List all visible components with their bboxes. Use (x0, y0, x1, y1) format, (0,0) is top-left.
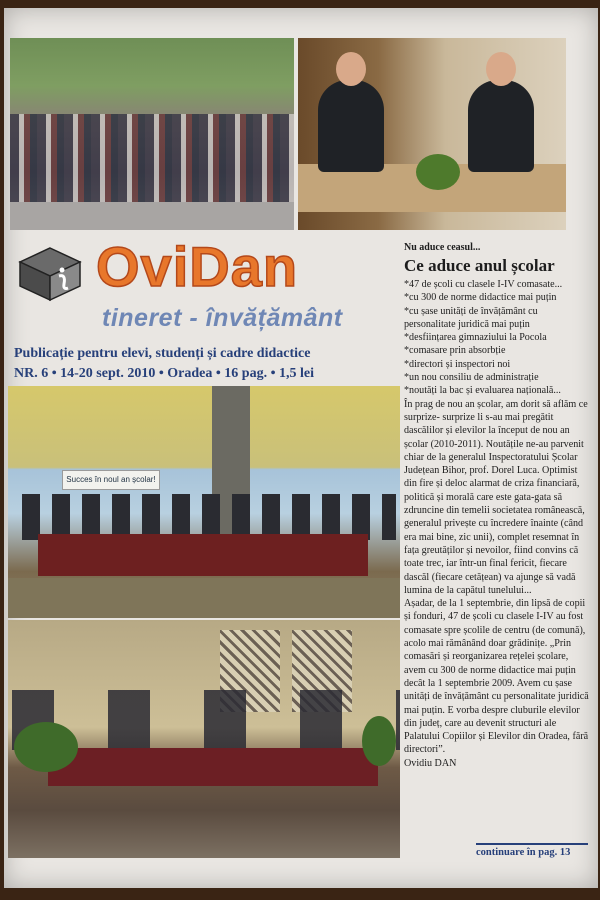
article-column (404, 242, 590, 770)
bullet-item: *noutăți la bac și evaluarea națională... (404, 385, 561, 397)
crowd-figures (10, 114, 294, 204)
bullet-item: *cu șase unități de învățământ cu personalitate juridică mai puțin (404, 305, 538, 330)
photo-ceremony-table (8, 620, 400, 858)
official-right-head (486, 52, 516, 86)
desk-plant (416, 154, 460, 190)
bullet-item: *desființarea gimnaziului la Pocola (404, 332, 547, 344)
masthead-subtitle: tineret - învățământ (102, 304, 343, 332)
article-paragraph-2: Așadar, de la 1 septembrie, din lipsă de copii și fonduri, 47 de școli cu clasele I-IV au fost comasate spre școlile de centru (de comună), acolo mai rămânând doar grădinițe. „Prin comasări și reorganizarea rețelei școlare, avem cu 300 de norme didactice mai puțin decât la 1 septembrie 2009. Avem cu șase unități de învățământ cu personalitate juridică mai puțin. E vorba despre cluburile elevilor din județ, care au devenit structuri ale Palatului Copiilor și Elevilor din Oradea, fără directori”. (404, 598, 589, 756)
bullet-item: *comasare prin absorbție (404, 345, 506, 357)
photo-students-crowd (10, 38, 294, 230)
bullet-item: *directori și inspectori noi (404, 358, 511, 370)
official-left-head (336, 52, 366, 86)
plant-left (14, 722, 78, 772)
official-left (318, 80, 384, 172)
info-cube-icon (18, 246, 82, 302)
red-table (48, 748, 378, 786)
article-body (404, 278, 590, 770)
stage-table (38, 534, 368, 576)
bullet-item: *cu 300 de norme didactice mai puțin (404, 292, 557, 304)
courtyard-ground (10, 202, 294, 230)
article-kicker: Nu aduce ceasul... (404, 242, 481, 253)
photo-officials-desk (298, 38, 566, 230)
continue-link[interactable]: continuare în pag. 13 (476, 843, 588, 858)
bullet-item: *un nou consiliu de administrație (404, 372, 539, 384)
article-headline: Ce aduce anul școlar (404, 256, 555, 275)
official-right (468, 80, 534, 172)
article-paragraph-1: În prag de nou an școlar, am dorit să aflăm ce surprize- surprize li s-au mai pregătit dascălilor și elevilor la început de nou an școlar (2010-2011). Noutățile ne-au parvenit chiar de la generalul Inspectoratului Școlar Județean Bihor, prof. Dorel Luca. Optimist din fire și deloc alarmat de criza financiară, politică și morală care este gata-gata să zdruncine din temelii societatea românească, generalul privește cu încredere înainte (când era mai bine, zic unii), complet resemnat în fața greutăților și nevoilor, fiind convins că toate trec, iar într-un final fericit, fiecare dascăl (fiecare cetățean) va ajunge să vadă lumina de la capătul tunelului... (404, 398, 588, 596)
newspaper-page (4, 8, 598, 888)
plant-right (362, 716, 396, 766)
photo-outdoor-ceremony (8, 386, 400, 618)
ceremony-banner: Succes în noul an școlar! (62, 470, 160, 490)
masthead-title: OviDan (96, 235, 299, 298)
bullet-item: *47 de școli cu clasele I-IV comasate... (404, 279, 563, 290)
masthead-tagline: Publicație pentru elevi, studenți și cadre didactice (14, 346, 311, 361)
issue-line: NR. 6 • 14-20 sept. 2010 • Oradea • 16 pag. • 1,5 lei (14, 366, 314, 381)
lawn (8, 578, 400, 618)
article-author: Ovidiu DAN (404, 757, 457, 769)
